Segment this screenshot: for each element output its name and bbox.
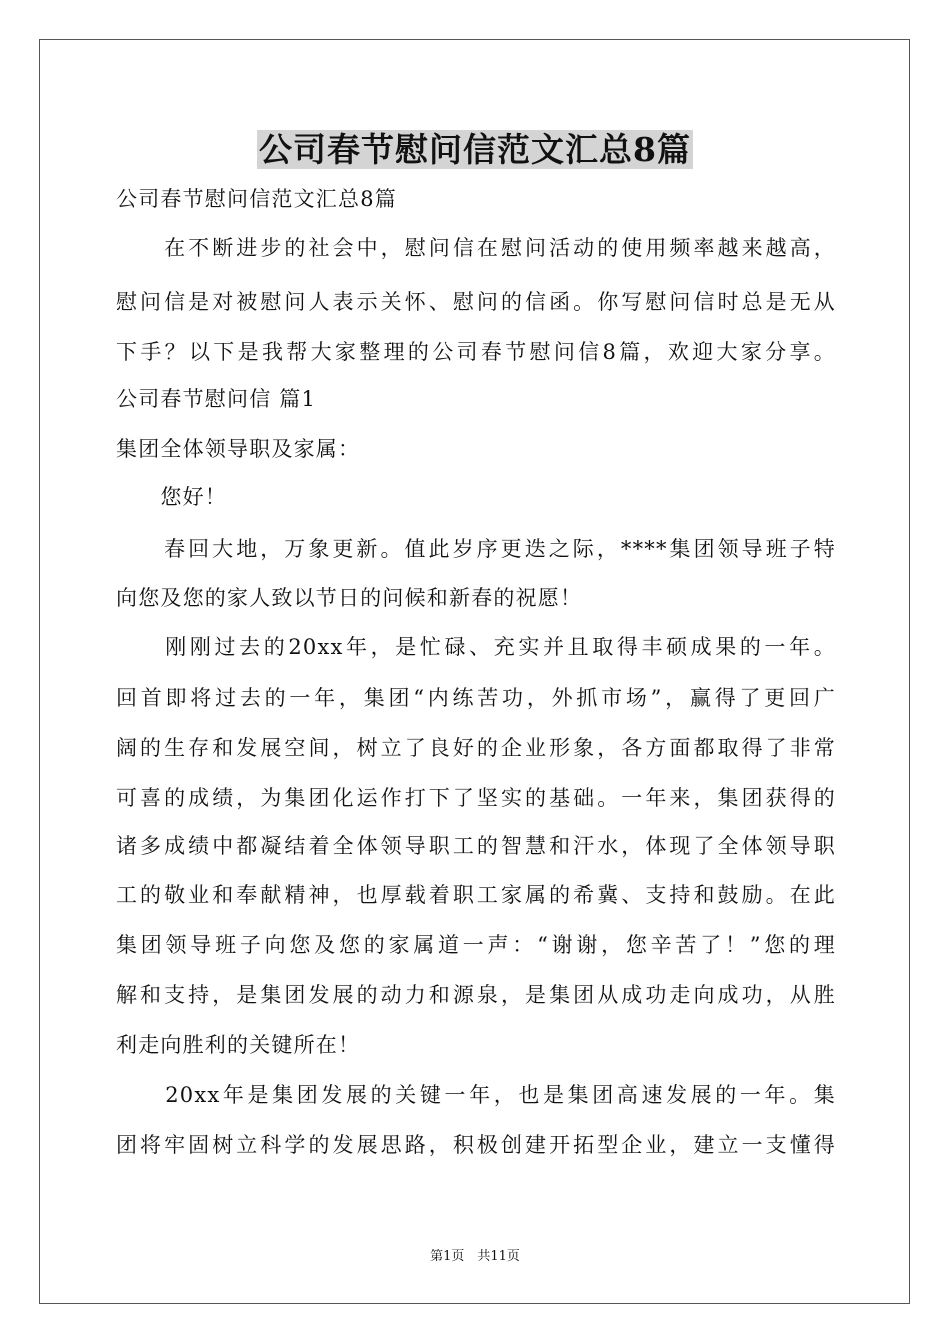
paragraph-line: 集团领导班子向您及您的家属道一声：“谢谢，您辛苦了！”您的理 [116,933,836,957]
paragraph-line: 向您及您的家人致以节日的问候和新春的祝愿！ [116,586,583,610]
paragraph-line: 阔的生存和发展空间，树立了良好的企业形象，各方面都取得了非常 [116,736,836,760]
document-title: 公司春节慰问信范文汇总8篇 [259,130,691,169]
paragraph-line: 20xx年是集团发展的关键一年，也是集团高速发展的一年。集 [116,1083,836,1107]
paragraph-line: 可喜的成绩，为集团化运作打下了坚实的基础。一年来，集团获得的 [116,786,836,810]
paragraph-line: 刚刚过去的20xx年，是忙碌、充实并且取得丰硕成果的一年。 [116,635,836,659]
paragraph-line: 回首即将过去的一年，集团“内练苦功，外抓市场”，赢得了更回广 [116,686,836,710]
paragraph-line: 解和支持，是集团发展的动力和源泉，是集团从成功走向成功，从胜 [116,983,836,1007]
paragraph-line: 利走向胜利的关键所在！ [116,1033,361,1057]
page-footer: 第1页 共11页 [430,1249,520,1264]
paragraph-line: 团将牢固树立科学的发展思路，积极创建开拓型企业，建立一支懂得 [116,1133,836,1157]
page-border [39,39,910,1304]
subtitle-line: 公司春节慰问信范文汇总8篇 [116,187,397,211]
section-heading: 公司春节慰问信 篇1 [116,387,317,411]
paragraph-line: 诸多成绩中都凝结着全体领导职工的智慧和汗水，体现了全体领导职 [116,834,836,858]
paragraph-line: 春回大地，万象更新。值此岁序更迭之际，****集团领导班子特 [116,537,836,561]
paragraph-line: 工的敬业和奉献精神，也厚载着职工家属的希冀、支持和鼓励。在此 [116,883,836,907]
salutation: 集团全体领导职及家属： [116,437,361,461]
paragraph-line: 在不断进步的社会中，慰问信在慰问活动的使用频率越来越高， [116,236,836,260]
paragraph-line: 慰问信是对被慰问人表示关怀、慰问的信函。你写慰问信时总是无从 [116,290,836,314]
paragraph-line: 下手？以下是我帮大家整理的公司春节慰问信8篇，欢迎大家分享。 [116,340,836,364]
greeting: 您好！ [116,485,227,509]
